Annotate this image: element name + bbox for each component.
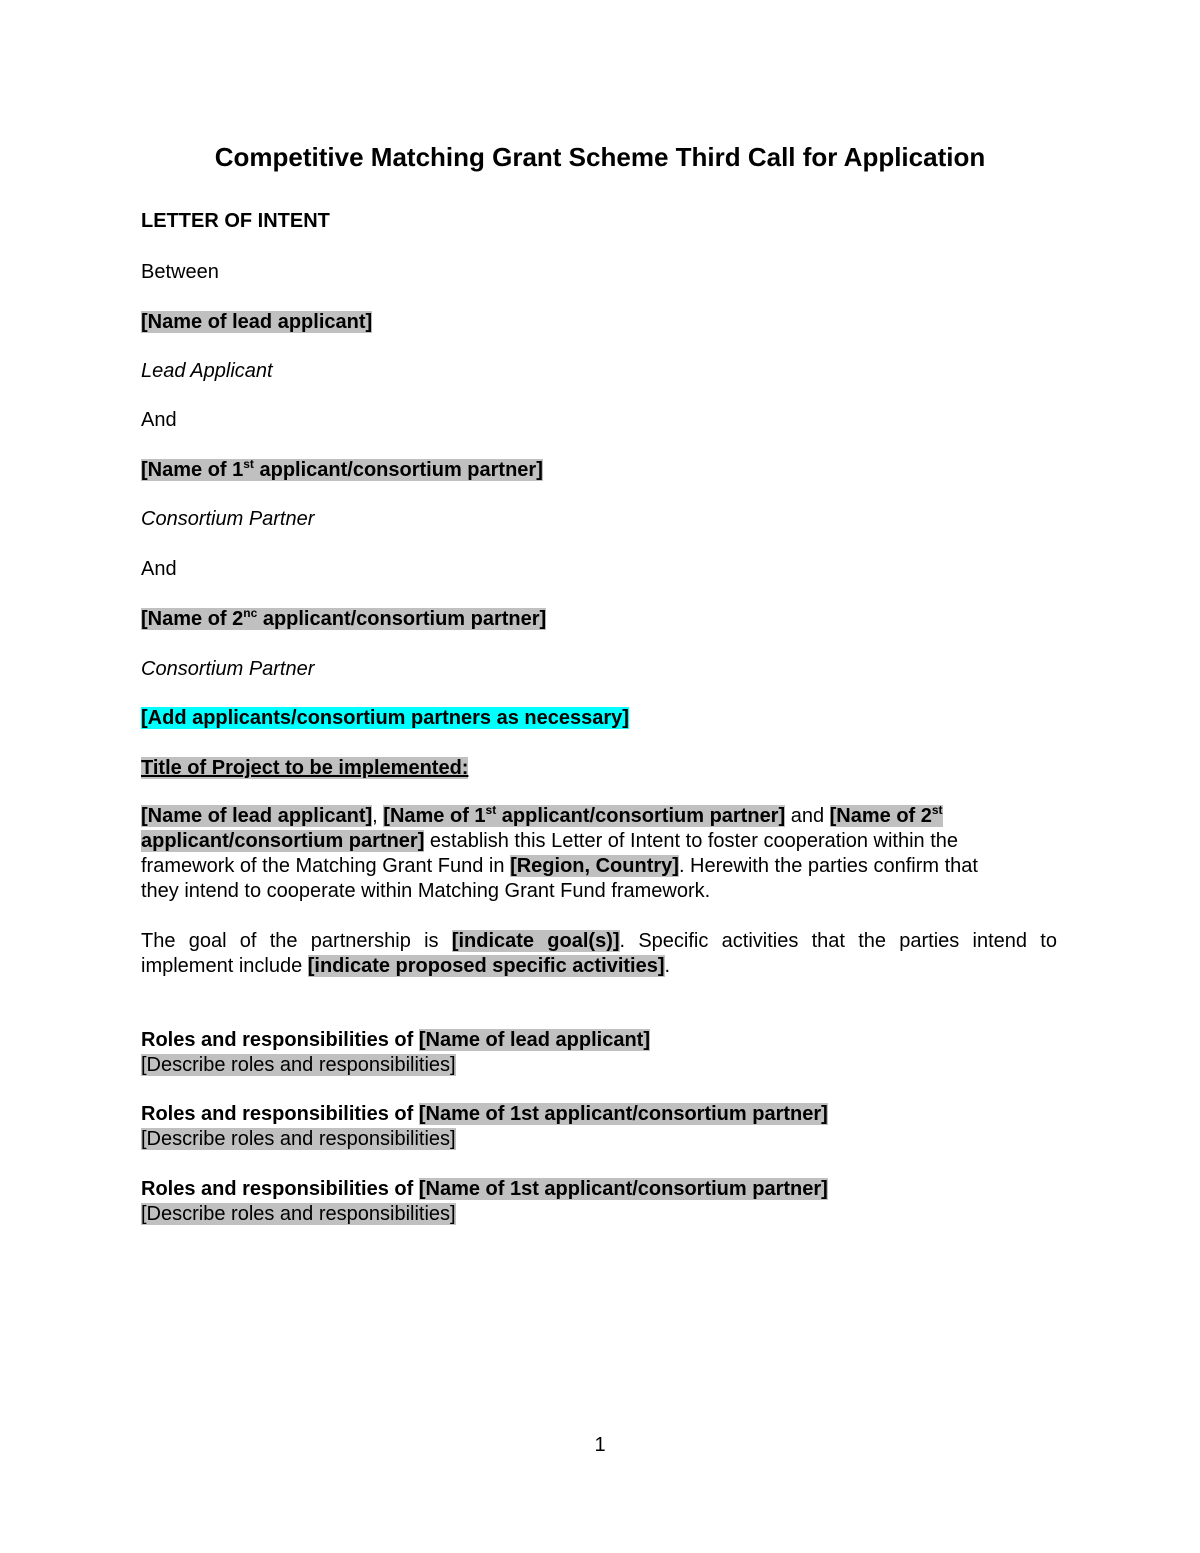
region-country-placeholder: [Region, Country] [510,855,679,877]
intro-paragraph [141,804,1071,904]
page-number: 1 [594,1434,606,1456]
roles-heading-lead [141,1028,1071,1053]
partner2-placeholder [141,608,546,630]
roles-describe-placeholder: [Describe roles and responsibilities] [141,1054,456,1076]
activities-placeholder: [indicate proposed specific activities] [307,955,665,977]
goal-line-1 [141,929,1057,954]
partner2-line [141,606,546,632]
intro-partner1-superscript: st [485,803,497,817]
and-text-1: And [141,409,177,431]
intro-text-2: framework of the Matching Grant Fund in [141,855,511,877]
roles-heading-partner1 [141,1102,1071,1127]
partner1-line [141,457,543,483]
partner1-role: Consortium Partner [141,508,315,530]
intro-comma: , [372,805,384,827]
partner1-placeholder [141,459,543,481]
roles-describe-line [141,1202,1071,1227]
partner1-prefix: [Name of 1 [141,459,244,481]
letter-heading: LETTER OF INTENT [141,210,330,232]
roles-section-partner1 [141,1102,1071,1152]
partner2-suffix: applicant/consortium partner] [257,608,547,630]
intro-line-2 [141,829,1071,854]
intro-line-1 [141,804,1071,829]
roles-describe-placeholder: [Describe roles and responsibilities] [141,1203,456,1225]
goal-text-4: . [664,955,671,977]
intro-lead-placeholder: [Name of lead applicant] [141,805,373,827]
goal-line-2 [141,954,1057,979]
add-partners-placeholder: [Add applicants/consortium partners as necessary] [141,707,629,729]
intro-partner1-suffix: applicant/consortium partner] [496,805,786,827]
roles-label: Roles and responsibilities of [141,1103,419,1125]
roles-describe-placeholder: [Describe roles and responsibilities] [141,1128,456,1150]
roles-section-lead [141,1028,1071,1078]
intro-line-3 [141,854,1071,879]
lead-applicant-placeholder: [Name of lead applicant] [141,311,373,333]
intro-and: and [785,805,830,827]
and-text-2: And [141,558,177,580]
roles-describe-line [141,1127,1071,1152]
intro-line-4 [141,879,1071,904]
add-partners-line [141,705,629,731]
roles-label: Roles and responsibilities of [141,1178,419,1200]
lead-applicant-role: Lead Applicant [141,360,273,382]
lead-applicant-line [141,309,372,335]
project-title-line [141,755,468,781]
intro-partner1-placeholder [383,805,785,827]
goal-placeholder: [indicate goal(s)] [451,930,620,952]
roles-name-placeholder: [Name of 1st applicant/consortium partner] [418,1103,828,1125]
roles-name-placeholder: [Name of 1st applicant/consortium partner] [418,1178,828,1200]
intro-text-3: . Herewith the parties confirm that [678,855,978,877]
partner2-prefix: [Name of 2 [141,608,244,630]
partner2-role: Consortium Partner [141,658,315,680]
goal-paragraph [141,929,1057,979]
roles-describe-line [141,1053,1071,1078]
roles-section-partner-repeat [141,1177,1071,1227]
roles-name-placeholder: [Name of lead applicant] [418,1029,650,1051]
intro-partner2-placeholder-start [830,805,943,827]
partner1-suffix: applicant/consortium partner] [253,459,543,481]
partner1-superscript: st [243,457,254,471]
roles-heading-partner-repeat [141,1177,1071,1202]
document-title: Competitive Matching Grant Scheme Third Call for Application [214,142,986,172]
goal-text-3: implement include [141,955,308,977]
intro-partner2-placeholder-end: applicant/consortium partner] [141,830,425,852]
intro-partner2-prefix: [Name of 2 [829,805,932,827]
roles-label: Roles and responsibilities of [141,1029,419,1051]
project-title-label: Title of Project to be implemented: [141,757,469,779]
goal-text-1: The goal of the partnership is [141,930,452,952]
goal-text-2: . Specific activities that the parties intend to [619,930,1057,952]
between-text: Between [141,261,219,283]
intro-text-1: establish this Letter of Intent to foster cooperation within the [424,830,959,852]
intro-text-4: they intend to cooperate within Matching Grant Fund framework. [141,880,711,902]
intro-partner1-prefix: [Name of 1 [383,805,486,827]
intro-partner2-superscript: st [931,803,943,817]
partner2-superscript: nc [243,606,258,620]
